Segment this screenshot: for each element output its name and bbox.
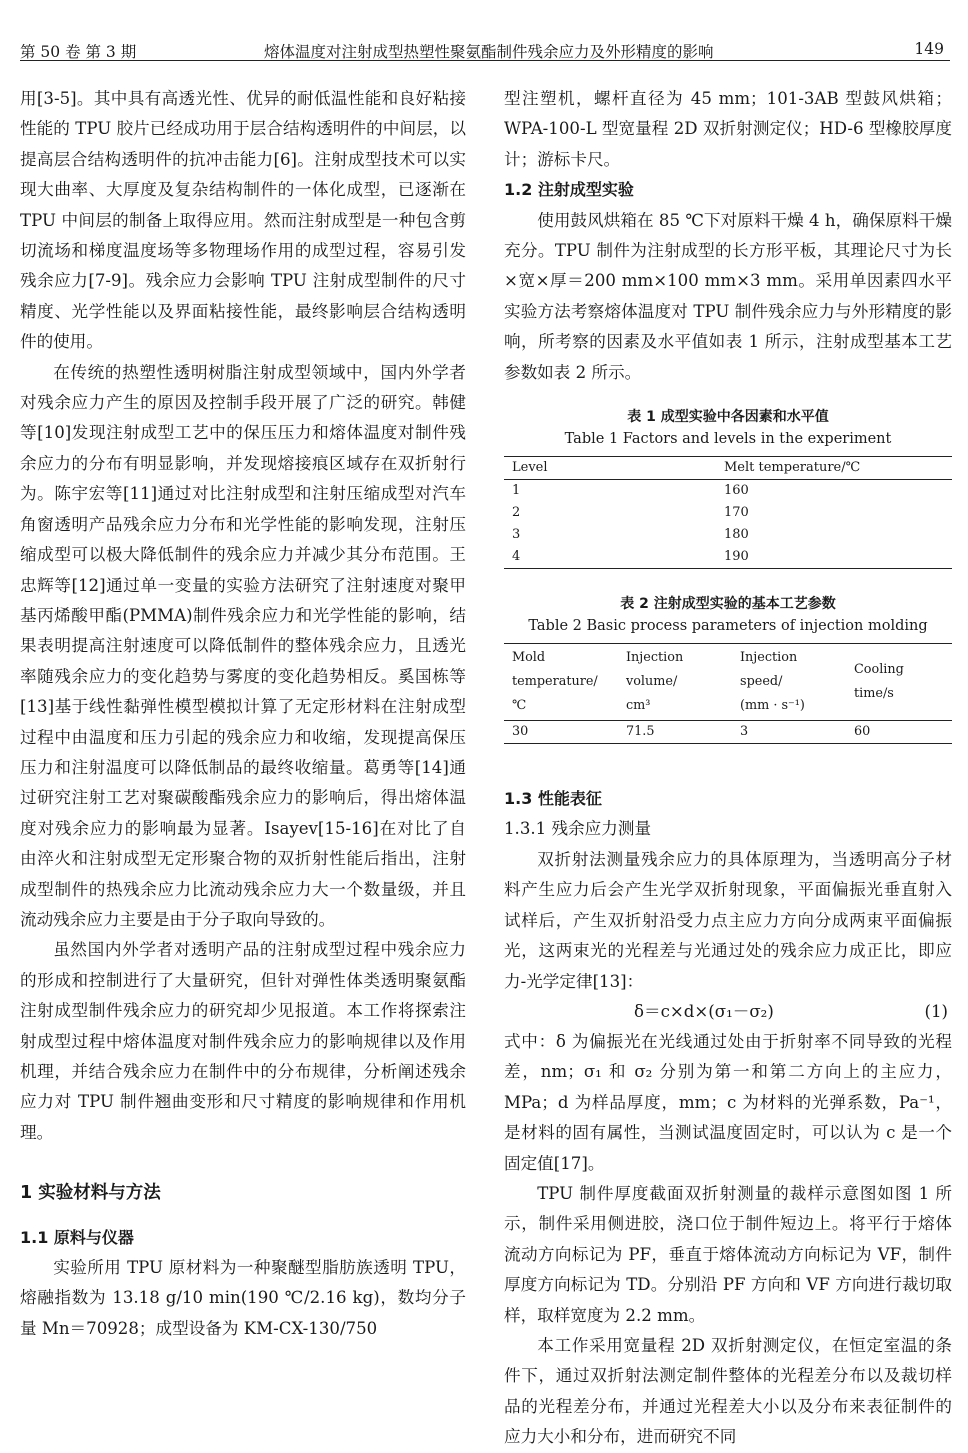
- paragraph: 式中：δ 为偏振光在光线通过处由于折射率不同导致的光程差，nm；σ₁ 和 σ₂ 分别为第一和第二方向上的主应力，MPa；d 为样品厚度，mm；c 为材料的光弹系数，Pa⁻¹，是材料的固有属性，当测试温度固定时，可以认为 c 是一个固定值[17]。: [504, 1031, 952, 1173]
- section-heading: 1 实验材料与方法: [20, 1183, 161, 1204]
- paragraph: 用[3-5]。其中具有高透光性、优异的耐低温性能和良好粘接性能的 TPU 胶片已经成功用于层合结构透明件的中间层，以提高层合结构透明件的抗冲击能力[6]。注射成型技术可以实现大曲率、大厚度及复杂结构制件的一体化成型，已逐渐在 TPU 中间层的制备上取得应用。然而注射成型是一种包含剪切流场和梯度温度场等多物理场作用的成型过程，容易引发残余应力[7-9]。残余应力会影响 TPU 注射成型制件的尺寸精度、光学性能以及界面粘接性能，最终影响层合结构透明件的使用。: [20, 89, 466, 352]
- subsection-heading: 1.3 性能表征: [504, 789, 602, 809]
- equation-formula: δ＝c×d×(σ₁－σ₂): [634, 1001, 774, 1021]
- paragraph: 实验所用 TPU 原材料为一种聚醚型脂肪族透明 TPU，熔融指数为 13.18 g/10 min(190 ℃/2.16 kg)，数均分子量 Mn＝70928；成型设备为 KM-CX-130/750: [20, 1258, 466, 1338]
- table-1: [504, 456, 952, 569]
- paragraph: 虽然国内外学者对透明产品的注射成型过程中残余应力的形成和控制进行了大量研究，但针对弹性体类透明聚氨酯注射成型制件残余应力的研究却少见报道。本工作将探索注射成型过程中熔体温度对制件残余应力的影响规律以及作用机理，并结合残余应力在制件中的分布规律，分析阐述残余应力对 TPU 制件翘曲变形和尺寸精度的影响规律和作用机理。: [20, 940, 466, 1142]
- table-header: Melt temperature/℃: [724, 460, 861, 476]
- table-cell: 71.5: [626, 724, 655, 740]
- table1-caption-cn: 表 1 成型实验中各因素和水平值: [627, 409, 829, 426]
- equation: [504, 997, 952, 1027]
- table-header: Injection speed/ (mm · s⁻¹): [740, 650, 805, 714]
- table-cell: 3: [512, 527, 521, 543]
- table-header: Cooling time/s: [854, 662, 904, 702]
- table-header: Injection volume/ cm³: [626, 650, 684, 714]
- table-row: [504, 502, 952, 524]
- table-cell: 190: [724, 549, 749, 565]
- paragraph: TPU 制件厚度截面双折射测量的裁样示意图如图 1 所示，制件采用侧进胶，浇口位于制件短边上。将平行于熔体流动方向标记为 PF，垂直于熔体流动方向标记为 VF，制件厚度方向标记为 TD。分别沿 PF 方向和 VF 方向进行裁切取样，取样宽度为 2.2 mm。: [504, 1183, 952, 1325]
- table-cell: 170: [724, 505, 749, 521]
- subsection-heading: 1.2 注射成型实验: [504, 180, 634, 200]
- table-cell: 4: [512, 549, 521, 565]
- table-row: [504, 480, 952, 503]
- table-header: Mold temperature/ ℃: [512, 650, 598, 714]
- table-cell: 30: [512, 724, 529, 740]
- table-cell: 60: [854, 724, 871, 740]
- paragraph: 在传统的热塑性透明树脂注射成型领域中，国内外学者对残余应力产生的原因及控制手段开展了广泛的研究。韩健等[10]发现注射成型工艺中的保压压力和熔体温度对制件残余应力的分布有明显影响，并发现熔接痕区域存在双折射行为。陈宇宏等[11]通过对比注射成型和注射压缩成型对汽车角窗透明产品残余应力分布和光学性能的影响发现，注射压缩成型可以极大降低制件的残余应力并减少其分布范围。王忠辉等[12]通过单一变量的实验方法研究了注射速度对聚甲基丙烯酸甲酯(PMMA)制件残余应力和光学性能的影响，结果表明提高注射速度可以降低制件的整体残余应力，且透光率随残余应力的变化趋势与雾度的变化趋势相反。奚国栋等[13]基于线性黏弹性模型模拟计算了无定形材料在注射成型过程中由温度和压力引起的残余应力和收缩，发现提高保压压力和注射温度可以降低制品的最终收缩量。葛勇等[14]通过研究注射工艺对聚碳酸酯残余应力的影响后，得出熔体温度对残余应力的影响最为显著。Isayev[15-16]在对比了自由淬火和注射成型无定形聚合物的双折射性能后指出，注射成型制件的热残余应力比流动残余应力大一个数量级，并且流动残余应力主要是由于分子取向导致的。: [20, 362, 466, 929]
- table-cell: 3: [740, 724, 749, 740]
- table-row: [504, 524, 952, 546]
- table-cell: 160: [724, 483, 749, 499]
- table1-caption-en: Table 1 Factors and levels in the experiment: [564, 431, 892, 448]
- paragraph: 本工作采用宽量程 2D 双折射测定仪，在恒定室温的条件下，通过双折射法测定制件整体的光程差分布以及裁切样品的光程差分布，并通过光程差大小以及分布来表征制件的应力大小和分布，进而研究不同: [504, 1335, 952, 1447]
- subsection-heading: 1.1 原料与仪器: [20, 1227, 134, 1247]
- paragraph: 使用鼓风烘箱在 85 ℃下对原料干燥 4 h，确保原料干燥充分。TPU 制件为注射成型的长方形平板，其理论尺寸为长×宽×厚＝200 mm×100 mm×3 mm。采用单因素四水平实验方法考察熔体温度对 TPU 制件残余应力与外形精度的影响，所考察的因素及水平值如表 1 所示，注射成型基本工艺参数如表 2 所示。: [504, 210, 952, 382]
- volume-issue: 第 50 卷 第 3 期: [20, 43, 137, 61]
- table-header: Level: [512, 460, 548, 476]
- table2-caption-en: Table 2 Basic process parameters of injection molding: [528, 618, 928, 635]
- table2-caption-cn: 表 2 注射成型实验的基本工艺参数: [620, 596, 836, 613]
- running-header: [20, 26, 950, 61]
- table-2: [504, 643, 952, 744]
- right-column: [504, 84, 952, 1453]
- table-cell: 2: [512, 505, 521, 521]
- table-cell: 180: [724, 527, 749, 543]
- table-cell: 1: [512, 483, 521, 499]
- running-title: 熔体温度对注射成型热塑性聚氨酯制件残余应力及外形精度的影响: [264, 43, 714, 61]
- subsubsection-heading: 1.3.1 残余应力测量: [504, 819, 652, 839]
- page-number: 149: [914, 40, 944, 58]
- left-column: [20, 84, 466, 1344]
- paragraph: 双折射法测量残余应力的具体原理为，当透明高分子材料产生应力后会产生光学双折射现象，平面偏振光垂直射入试样后，产生双折射沿受力点主应力方向分成两束平面偏振光，这两束光的光程差与光通过处的残余应力成正比，即应力-光学定律[13]：: [504, 849, 952, 991]
- paragraph: 型注塑机，螺杆直径为 45 mm；101-3AB 型鼓风烘箱；WPA-100-L 型宽量程 2D 双折射测定仪；HD-6 型橡胶厚度计；游标卡尺。: [504, 89, 952, 169]
- table-row: [504, 721, 952, 744]
- table-row: [504, 546, 952, 569]
- equation-number: (1): [924, 1001, 948, 1021]
